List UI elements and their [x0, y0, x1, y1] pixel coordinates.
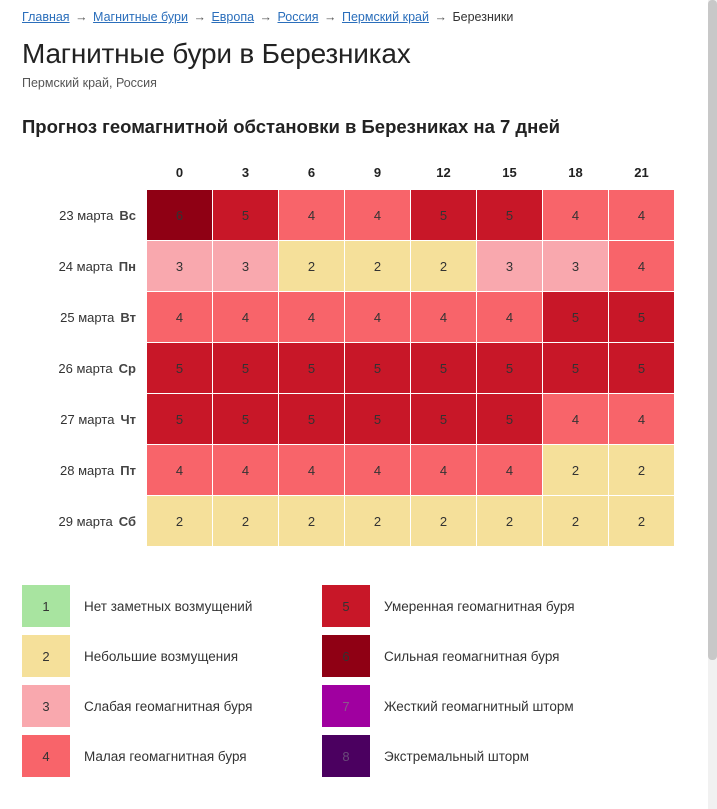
legend-swatch: 3 — [22, 685, 70, 727]
kp-cell: 4 — [213, 292, 278, 342]
kp-cell: 4 — [279, 292, 344, 342]
table-header-row — [23, 161, 674, 189]
legend-swatch: 8 — [322, 735, 370, 777]
kp-cell: 4 — [609, 394, 674, 444]
kp-cell: 2 — [543, 445, 608, 495]
day-date: 24 марта — [58, 258, 113, 274]
kp-cell: 4 — [543, 394, 608, 444]
day-date: 29 марта — [58, 513, 113, 529]
table-corner-cell — [23, 161, 146, 189]
kp-cell: 2 — [609, 445, 674, 495]
kp-cell: 5 — [411, 394, 476, 444]
table-row — [23, 394, 674, 444]
page-title: Магнитные бури в Березниках — [22, 38, 411, 69]
hour-header-12: 12 — [436, 164, 451, 180]
kp-cell: 4 — [345, 292, 410, 342]
table-row — [23, 241, 674, 291]
legend-swatch: 6 — [322, 635, 370, 677]
kp-cell: 2 — [477, 496, 542, 546]
day-label — [23, 292, 146, 342]
hour-header-9: 9 — [373, 164, 382, 180]
breadcrumb-separator: → — [324, 10, 337, 24]
kp-cell: 3 — [213, 241, 278, 291]
page-scrollbar[interactable] — [708, 0, 717, 809]
hour-header-15: 15 — [502, 164, 517, 180]
kp-cell: 4 — [279, 445, 344, 495]
legend-label: Слабая геомагнитная буря — [84, 698, 253, 714]
legend-item — [22, 631, 322, 681]
kp-cell: 4 — [477, 292, 542, 342]
kp-cell: 4 — [609, 241, 674, 291]
kp-cell: 4 — [345, 190, 410, 240]
legend-label: Небольшие возмущения — [84, 648, 239, 664]
legend-swatch: 1 — [22, 585, 70, 627]
legend-label: Нет заметных возмущений — [84, 598, 253, 614]
day-weekday: Чт — [120, 411, 136, 427]
day-date: 23 марта — [59, 207, 114, 223]
hour-header-21: 21 — [634, 164, 649, 180]
day-label — [23, 394, 146, 444]
section-title: Прогноз геомагнитной обстановки в Березниках на 7 дней — [22, 116, 561, 137]
kp-cell: 4 — [147, 292, 212, 342]
breadcrumb-separator: → — [259, 10, 273, 24]
day-date: 26 марта — [58, 360, 113, 376]
kp-cell: 4 — [411, 292, 476, 342]
kp-cell: 5 — [543, 343, 608, 393]
kp-cell: 2 — [279, 241, 344, 291]
kp-cell: 4 — [213, 445, 278, 495]
kp-cell: 3 — [477, 241, 542, 291]
kp-cell: 4 — [279, 190, 344, 240]
kp-cell: 5 — [411, 190, 476, 240]
kp-cell: 2 — [345, 496, 410, 546]
page-subtitle: Пермский край, Россия — [22, 76, 157, 90]
breadcrumb — [22, 10, 701, 24]
table-row — [23, 496, 674, 546]
breadcrumb-item-russia[interactable]: Россия — [277, 10, 319, 24]
kp-cell: 5 — [477, 190, 542, 240]
day-label — [23, 343, 146, 393]
day-weekday: Вт — [120, 309, 136, 325]
day-label — [23, 241, 146, 291]
kp-cell: 5 — [279, 343, 344, 393]
legend-item — [22, 581, 322, 631]
legend-column-left — [22, 581, 322, 781]
kp-cell: 5 — [543, 292, 608, 342]
day-label — [23, 445, 146, 495]
kp-cell: 2 — [147, 496, 212, 546]
kp-cell: 2 — [411, 496, 476, 546]
legend-swatch: 4 — [22, 735, 70, 777]
kp-cell: 3 — [543, 241, 608, 291]
legend-item — [322, 731, 622, 781]
kp-cell: 5 — [213, 394, 278, 444]
legend-item — [22, 681, 322, 731]
kp-cell: 2 — [543, 496, 608, 546]
day-weekday: Сб — [118, 513, 136, 529]
breadcrumb-item-magnetic-storms[interactable]: Магнитные бури — [93, 10, 188, 24]
day-date: 28 марта — [60, 462, 115, 478]
day-label — [23, 190, 146, 240]
hour-header-3: 3 — [241, 164, 250, 180]
kp-cell: 5 — [213, 190, 278, 240]
kp-cell: 5 — [477, 394, 542, 444]
kp-cell: 4 — [411, 445, 476, 495]
table-row — [23, 445, 674, 495]
kp-cell: 4 — [345, 445, 410, 495]
breadcrumb-separator: → — [193, 10, 206, 24]
kp-cell: 5 — [609, 292, 674, 342]
kp-cell: 4 — [147, 445, 212, 495]
breadcrumb-item-current: Березники — [452, 10, 514, 24]
breadcrumb-item-home[interactable]: Главная — [22, 10, 70, 24]
legend-item — [322, 681, 622, 731]
kp-cell: 2 — [345, 241, 410, 291]
breadcrumb-separator: → — [434, 10, 447, 24]
breadcrumb-item-europe[interactable]: Европа — [211, 10, 255, 24]
kp-cell: 5 — [345, 343, 410, 393]
day-label — [23, 496, 146, 546]
kp-cell: 5 — [411, 343, 476, 393]
day-weekday: Ср — [118, 360, 136, 376]
table-row — [23, 343, 674, 393]
kp-cell: 5 — [477, 343, 542, 393]
kp-cell: 5 — [147, 343, 212, 393]
kp-cell: 2 — [411, 241, 476, 291]
kp-cell: 4 — [477, 445, 542, 495]
kp-cell: 5 — [345, 394, 410, 444]
table-row — [23, 292, 674, 342]
kp-cell: 2 — [609, 496, 674, 546]
legend-item — [322, 581, 622, 631]
legend-label: Жесткий геомагнитный шторм — [384, 698, 574, 714]
legend-label: Умеренная геомагнитная буря — [384, 598, 575, 614]
kp-cell: 6 — [147, 190, 212, 240]
scrollbar-thumb[interactable] — [708, 0, 717, 660]
legend-swatch: 5 — [322, 585, 370, 627]
legend-label: Экстремальный шторм — [384, 748, 530, 764]
kp-cell: 5 — [147, 394, 212, 444]
day-date: 27 марта — [60, 411, 115, 427]
breadcrumb-separator: → — [75, 10, 88, 24]
day-weekday: Пт — [120, 462, 136, 478]
hour-header-18: 18 — [568, 164, 583, 180]
table-row — [23, 190, 674, 240]
kp-cell: 5 — [609, 343, 674, 393]
day-weekday: Пн — [118, 258, 136, 274]
kp-cell: 4 — [543, 190, 608, 240]
legend-item — [22, 731, 322, 781]
kp-cell: 2 — [279, 496, 344, 546]
kp-cell: 3 — [147, 241, 212, 291]
kp-cell: 5 — [279, 394, 344, 444]
legend-swatch: 2 — [22, 635, 70, 677]
kp-cell: 4 — [609, 190, 674, 240]
legend-column-right — [322, 581, 622, 781]
hour-header-0: 0 — [175, 164, 184, 180]
day-date: 25 марта — [60, 309, 115, 325]
legend-label: Сильная геомагнитная буря — [384, 648, 560, 664]
kp-cell: 5 — [213, 343, 278, 393]
breadcrumb-item-perm-krai[interactable]: Пермский край — [341, 10, 429, 24]
day-weekday: Вс — [119, 207, 136, 223]
legend-label: Малая геомагнитная буря — [84, 748, 247, 764]
legend — [22, 581, 701, 781]
legend-swatch: 7 — [322, 685, 370, 727]
hour-header-6: 6 — [307, 164, 316, 180]
legend-item — [322, 631, 622, 681]
kp-cell: 2 — [213, 496, 278, 546]
forecast-heatmap-table — [22, 160, 675, 547]
